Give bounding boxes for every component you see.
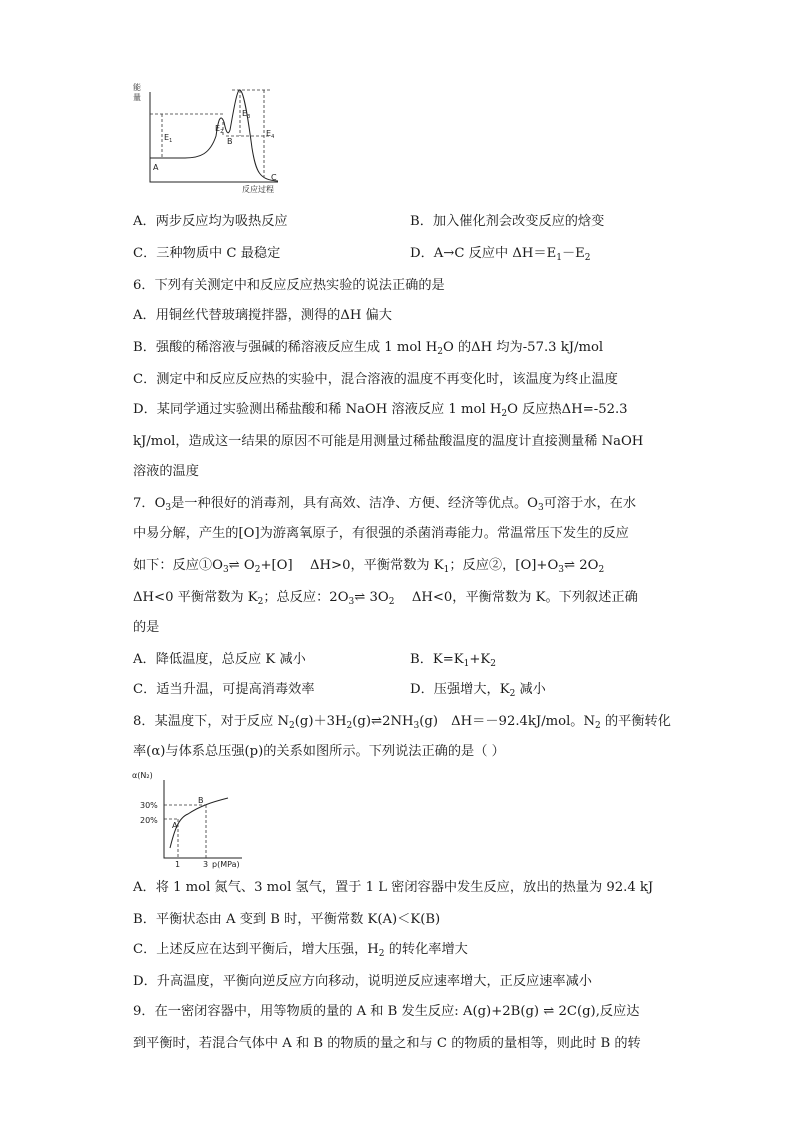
energy-x-label: 反应过程	[242, 185, 274, 194]
q6-option-d-line2: kJ/mol，造成这一结果的原因不可能是用测量过稀盐酸温度的温度计直接测量稀 NaOH	[133, 434, 644, 449]
q5-option-b: B．加入催化剂会改变反应的焓变	[410, 214, 605, 229]
point-a-label: A	[153, 163, 159, 172]
q6-option-b: B．强酸的稀溶液与强碱的稀溶液反应生成 1 mol $H_2O$ 的ΔH 均为-57.3 kJ/mol	[133, 340, 604, 357]
graph-y-label: α(N₂)	[132, 771, 153, 780]
q8-option-a: A．将 1 mol 氮气、3 mol 氢气，置于 1 L 密闭容器中发生反应，放出的热量为 92.4 kJ	[133, 880, 654, 895]
q7-stem-line5: 的是	[133, 620, 160, 635]
q8-option-d: D．升高温度，平衡向逆反应方向移动，说明逆反应速率增大，正反应速率减小	[133, 974, 592, 989]
q7-stem-line3: 如下：反应$①O_3\rightleftharpoons$ $O_2+[O]$ ΔH>0，平衡常数为 $K_1$；反应②，$[O]+O_3\rightleftharpoons$ $2O_2$	[133, 558, 605, 575]
q6-option-a: A．用铜丝代替玻璃搅拌器，测得的ΔH 偏大	[133, 308, 392, 323]
point-c-label: C	[271, 173, 277, 182]
graph-x-label: p(MPa)	[212, 860, 240, 869]
q5-option-c: C．三种物质中 C 最稳定	[133, 246, 281, 261]
energy-y-axis	[150, 92, 278, 182]
e4-label: $E_4$	[266, 129, 275, 140]
q7-option-c: C．适当升温，可提高消毒效率	[133, 682, 315, 697]
q6-option-d-line1: D．某同学通过实验测出稀盐酸和稀 NaOH 溶液反应 1 mol $H_2O$ 反应热ΔH=-52.3	[133, 402, 628, 419]
tick-20: 20%	[140, 816, 158, 825]
q6-stem: 6．下列有关测定中和反应反应热实验的说法正确的是	[133, 278, 445, 293]
q9-stem-line1: 9．在一密闭容器中，用等物质的量的 A 和 B 发生反应: A(g)+2B(g) ⇌ 2C(g),反应达	[133, 1004, 640, 1019]
e1-label: $E_1$	[164, 133, 173, 144]
q8-stem-line1: 8．某温度下，对于反应 $N_2(g)+3H_2(g)\rightleftharpoons 2NH_3(g)$ ΔH＝－92.4kJ/mol。$N_2$ 的平衡转化	[133, 714, 671, 731]
q7-stem-line2: 中易分解，产生的[O]为游离氧原子，有很强的杀菌消毒能力。常温常压下发生的反应	[133, 526, 629, 541]
point-a-label: A	[172, 821, 178, 830]
q5-option-a: A．两步反应均为吸热反应	[133, 214, 288, 229]
energy-curve	[150, 90, 278, 181]
q8-stem-line2: 率(α)与体系总压强(p)的关系如图所示。下列说法正确的是（ ）	[133, 744, 505, 759]
q5-option-d: D．A→C 反应中 $\Delta H=E_1-E_2$	[410, 246, 591, 263]
q7-option-a: A．降低温度，总反应 K 减小	[133, 652, 306, 667]
q7-option-d: D．压强增大，$K_2$ 减小	[410, 682, 546, 699]
q7-option-b: B．$K=K_1+K_2$	[410, 652, 497, 669]
q8-option-c: C．上述反应在达到平衡后，增大压强，$H_2$ 的转化率增大	[133, 942, 468, 959]
e2-label: $E_2$	[215, 124, 224, 135]
conversion-graph	[130, 768, 250, 870]
point-b-label: B	[227, 137, 233, 146]
q6-option-c: C．测定中和反应反应热的实验中，混合溶液的温度不再变化时，该温度为终止温度	[133, 372, 618, 387]
energy-y-label-bottom: 量	[133, 93, 141, 102]
q7-stem-line4: ΔH<0 平衡常数为 $K_2$；总反应：$2O_3\rightleftharpoons$ $3O_2$ ΔH<0，平衡常数为 K。下列叙述正确	[133, 590, 638, 607]
tick-30: 30%	[140, 801, 158, 810]
q7-stem-line1: 7．$O_3$是一种很好的消毒剂，具有高效、洁净、方便、经济等优点。$O_3$可溶于水，在水	[133, 496, 637, 513]
q6-option-d-line3: 溶液的温度	[133, 464, 199, 479]
q8-option-b: B．平衡状态由 A 变到 B 时，平衡常数 K(A)＜K(B)	[133, 912, 441, 927]
point-b-label: B	[198, 796, 204, 805]
q9-stem-line2: 到平衡时，若混合气体中 A 和 B 的物质的量之和与 C 的物质的量相等，则此时 B 的转	[133, 1036, 641, 1051]
e3-label: $E_3$	[242, 109, 251, 120]
conversion-curve	[170, 798, 228, 848]
tick-1: 1	[175, 860, 181, 869]
tick-3: 3	[203, 860, 209, 869]
energy-y-label-top: 能	[133, 83, 141, 92]
energy-diagram	[130, 78, 290, 198]
